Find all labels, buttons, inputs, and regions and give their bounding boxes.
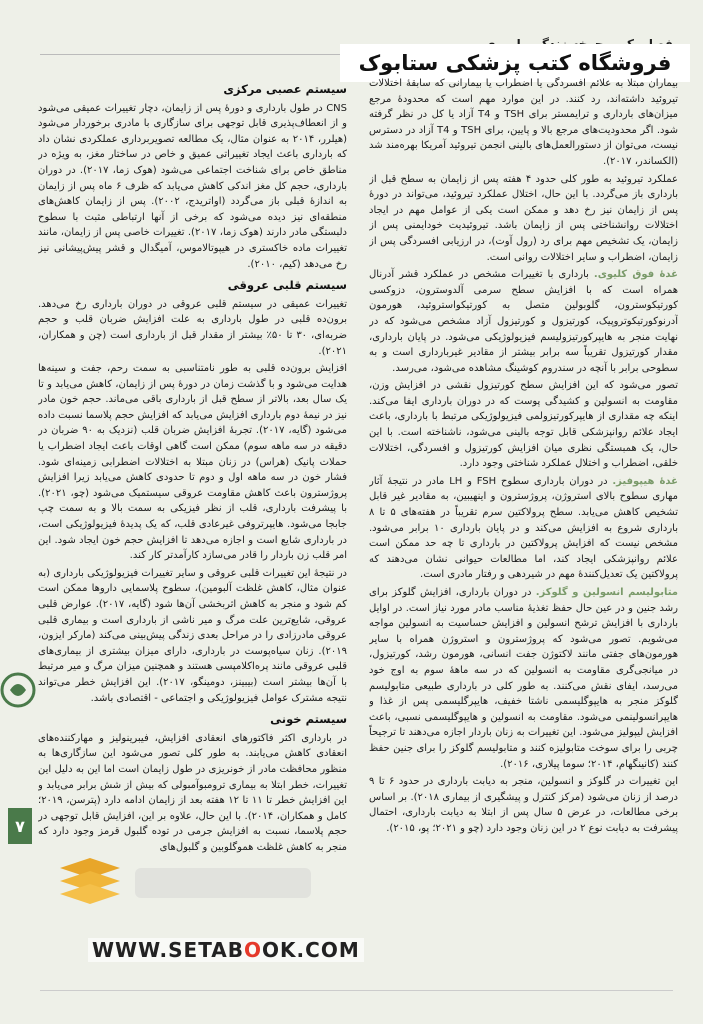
right-column [369,76,678,976]
section-heading-cns: سیستم عصبی مرکزی [223,82,347,96]
paragraph-body: بارداری با تغییرات مشخص در عملکرد قشر آدرنال همراه است که با افزایش سطح سرمی آلدوسترون، دزوکسی کورتیکوسترون، گلوبولین متصل به کورتیکواستروئید، هورمون آدرنوکورتیکوتروپیک، کورتیزول و کورتیزول آزاد مشخص می‌شود که در نهایت منجر به هایپرکورتیزولیسم فیزیولوژیکی می‌شود. در پایان بارداری، مقدار کورتیزول تقریباً سه برابر بیشتر از مقادیر غیربارداری است و به سطوحی برابر با آنچه در سندروم کوشینگ مشاهده می‌شود، می‌رسد. [369,269,678,374]
store-banner: فروشگاه کتب پزشکی ستابوک [340,44,690,82]
paragraph-body: در دوران بارداری، افزایش گلوکز برای رشد جنین و در عین حال حفظ تغذیۀ مناسب مادر مورد نیاز است. در اوایل بارداری با افزایش ترشح انسولین و افزایش حساسیت به انسولین مواجه می‌شویم. تصور می‌شود که پروژسترون و استروژن همراه با سایر هورمون‌های جفتی مانند لاکتوژن جفت انسانی، هورمون رشد، کورتیزول، در میانجی‌گری مقاومت به انسولین که در سه ماهۀ سوم به اوج خود می‌رسد، ایفای نقش می‌کنند. به طور کلی در بارداری طبیعی متابولیسم گلوکز منجر به هایپوگلیسمی ناشتا خفیف، هایپرگلیسمی پس از غذا و هایپرانسولینمی می‌شود. مقاومت به انسولین و هایپوگلیسمی نسبی، باعث افزایش لیپولیز می‌شود. این تغییرات به زنان باردار اجازه می‌دهند تا ترجیحاً چربی را برای سوخت متابولیزه کنند و متابولیسم گلوکز را برای جنین حفظ کنند (کانینگهام، ۲۰۱۴؛ سوما پیلاری، ۲۰۱۶). [369,587,678,770]
site-url-o: O [244,938,263,962]
paragraph: تصور می‌شود که این افزایش سطح کورتیزول نقشی در افزایش وزن، مقاومت به انسولین و کشیدگی پوست که در دوران بارداری ایفا می‌کند. اینکه چه مقداری از هایپرکورتیزولمی فیزیولوژیکی مرتبط با بارداری، باعث ایجاد علائم روانپزشکی قابل توجه بالینی می‌شود، ناشناخته است. با این حال، یک همبستگی نظری میان افزایش کورتیزول و افسردگی، اختلالات خلقی، اضطراب و اختلال عملکرد شناختی وجود دارد. [369,380,678,470]
site-url-suffix: OK.COM [262,938,360,962]
paragraph-lead: غدۀ فوق کلیوی. [593,269,678,281]
left-column [38,76,347,976]
site-url-prefix: WWW.SETAB [92,938,245,962]
paragraph-lead: متابولیسم انسولین و گلوکز. [535,587,678,598]
paragraph-body: در دوران بارداری سطوح FSH و LH مادر در نتیجۀ آثار مهاری سطوح بالای استروژن، پروژسترون و اینهیبین، به مقادیر غیر قابل تشخیص کاهش می‌یابد. سطح پرولاکتین سرم تقریباً در هفته‌های ۵ تا ۸ بارداری شروع به افزایش می‌کند و در پایان بارداری ۱۰ برابر می‌شود. مشخص نیست که افزایش پرولاکتین در بارداری تا چه حد ممکن است علائم روانپزشکی ایجاد کند، اما مطالعات حیوانی نشان می‌دهند که پرولاکتین یک تعدیل‌کنندۀ مهم در شیردهی و رفتار مادری است. [369,475,678,581]
paragraph: بیماران مبتلا به علائم افسردگی یا اضطراب یا بیمارانی که سابقۀ اختلالات تیروئید داشته‌اند، رد کنند. در این موارد مهم است که محدودۀ مرجع میزان‌های بارداری و ترایمستر برای TSH و T4 آزاد یا کل در نظر گرفته شود. اگر محدودیت‌های مرجع بالا و پایین، برای TSH و T4 آزاد در دسترس نیست، می‌توان از دستورالعمل‌های بالینی انجمن تیروئید آمریکا بهره‌مند شد (الکساندر، ۲۰۱۷). [369,78,678,167]
paragraph: تغییرات عمیقی در سیستم قلبی عروقی در دوران بارداری رخ می‌دهد. برون‌ده قلبی در طول بارداری به علت افزایش ضربان قلب و حجم ضربه‌ای، ۳۰ تا ۵۰٪ بیشتر از مقدار قبل از بارداری است (چن و همکاران، ۲۰۲۱). [38,298,347,357]
site-url [88,938,364,962]
paragraph: عملکرد تیروئید به طور کلی حدود ۴ هفته پس از زایمان به سطح قبل از بارداری باز می‌گردد. با این حال، اختلال عملکرد تیروئید، می‌تواند در دورۀ پس از زایمان نیز رخ دهد و ممکن است یکی از عوامل مهم در ایجاد اختلالات روانشناختی پس از زایمان باشد. تیروئیدیت خودایمنی پس از زایمان، یک تشخیص مهم برای رد (رول آوت)، در ارزیابی افسردگی پس از زایمان، اضطراب و سایر اختلالات روانی است. [369,173,678,263]
paragraph: در بارداری اکثر فاکتورهای انعقادی افزایش، فیبرینولیز و مهارکننده‌های انعقادی کاهش می‌یابند. به طور کلی تصور می‌شود این سازگاری‌ها به منظور محافظت مادر از خونریزی در طول زایمان است اما این به دلیل این تغییرات، خطر ابتلا به بیماری ترومبوآمبولی که بیش از شش برابر می‌یابد و این افزایش خطر تا ۱۱ تا ۱۲ هفته بعد از زایمان ادامه دارد (پترسن، ۲۰۱۹؛ کامل و همکاران، ۲۰۱۴). با این حال، علاوه بر این، افزایش قابل توجهی در حجم پلاسما، نسبت به افزایش جرمی در توده گلبول قرمز وجود دارد که منجر به کاهش غلظت هموگلوبین و گلبول‌های [38,732,347,853]
page-number: ۷ [8,808,32,844]
paragraph [369,585,678,772]
paragraph [369,267,678,376]
footer-divider [40,990,673,991]
setabook-logo-icon [55,853,125,913]
paragraph: در نتیجۀ این تغییرات قلبی عروقی و سایر تغییرات فیزیولوژیکی بارداری (به عنوان مثال، کاهش غلظت آلبومین)، سطوح پلاسمایی داروها ممکن است کم شود و منجر به کاهش اثربخشی آن‌ها شود (گایه، ۲۰۱۷). عوارض قلبی عروقی، شایع‌ترین علت مرگ و میر ناشی از بارداری است و بیماری قلبی عروقی مادرزادی را در مراحل بعدی زندگی پیش‌بینی می‌کند (مارکر ایزون، ۲۰۱۹). زنان سیاه‌پوست در بارداری، دارای میزان بیشتری از بیماری‌های قلبی عروقی مانند پره‌اکلامپسی هستند و همچنین میزان مرگ و میر مرتبط با آن‌ها بیشتر است (بیبینز، دومینگو، ۲۰۱۷). این افزایش خطر می‌تواند نتیجه مشترک عوامل فیزیولوژیکی و اجتماعی - اقتصادی باشد. [38,567,347,704]
publisher-logo-icon [0,660,40,720]
setabook-watermark [55,848,325,918]
paragraph-lead: غدۀ هیپوفیز. [612,475,678,487]
paragraph [369,474,678,583]
paragraph: این تغییرات در گلوکز و انسولین، منجر به دیابت بارداری در حدود ۶ تا ۹ درصد از زنان می‌شود (مرکز کنترل و پیشگیری از بیماری ۲۰۱۸). بر اساس برخی مطالعات، در عرض ۵ سال پس از ابتلا به دیابت بارداری، احتمال پیشرفت به دیابت نوع ۲ در این زنان وجود دارد (چو و ۲۰۲۱؛ پو، ۲۰۱۵). [369,776,678,834]
paragraph: افزایش برون‌ده قلبی به طور نامتناسبی به سمت رحم، جفت و سینه‌ها هدایت می‌شود و با گذشت زمان در دورۀ پس از زایمان، کاهش می‌یابد و تا یک سال بعد، بالاتر از سطح قبل از بارداری باقی می‌ماند. حجم خون مادر نیز در نیمۀ دوم بارداری افزایش می‌یابد که افزایش حجم پلاسما نسبت داده می‌شود (گایه، ۲۰۱۷). تجربۀ افزایش ضربان قلب (نزدیک به ۹۰ ضربان در دقیقه در سه ماهه سوم) ممکن است گاهی اوقات باعث ایجاد اضطراب یا حملات پانیک (هراس) در زنان مبتلا به اختلالات اضطرابی زمینه‌ای شود. فشار خون در سه ماهه اول و دوم تا حدودی کاهش می‌یابد زیرا افزایش پروژسترون باعث کاهش مقاومت عروقی سیستمیک می‌شود (چو، ۲۰۲۱). با پیشرفت بارداری، قلب از نظر فیزیکی به سمت بالا و به سمت چپ جابجا می‌شود. هایپرتروفی غیرعادی قلب، که یک پدیدۀ فیزیولوژیکی است، در بارداری شایع است و اجازه می‌دهد تا افزایش حجم خون ایجاد شود. این امر قلب زن باردار را قادر می‌سازد کارآمدتر کار کند. [38,363,347,562]
section-heading-hematologic: سیستم خونی [270,712,347,727]
setabook-wordmark-icon [133,858,313,908]
paragraph: CNS در طول بارداری و دورۀ پس از زایمان، دچار تغییرات عمیقی می‌شود و از انعطاف‌پذیری قابل توجهی برای سازگاری با مادری برخوردار می‌شود (هیلرر، ۲۰۱۴ به عنوان مثال، یک مطالعه تصویربرداری عملکردی نشان داد که بارداری باعث ایجاد تغییراتی عمیق و خاص در ساختار مغز، به ویژه در مناطق خاص برای شناخت اجتماعی می‌شود (هوک زما، ۲۰۱۷). در دوران بارداری، حجم کل مغز اندکی کاهش می‌یابد که ظرف ۶ ماه پس از زایمان به اندازۀ قبلی باز می‌گردد (اواتریدج، ۲۰۰۲). پس از زایمان کاهش‌های منطقه‌ای نیز دیده می‌شود که برخی از آنها ارتباطی مثبت با سطوح دلبستگی مادر دارند (هوک زما، ۲۰۱۷). تغییرات خاصی پس از زایمان، مانند تغییرات ماده خاکستری در هیپوتالاموس، آمیگدال و قشر پیش‌پیشانی نیز رخ می‌دهد (کیم، ۲۰۱۰). [38,102,347,270]
text-columns [38,76,678,976]
section-heading-cardiovascular: سیستم قلبی عروقی [227,278,347,293]
